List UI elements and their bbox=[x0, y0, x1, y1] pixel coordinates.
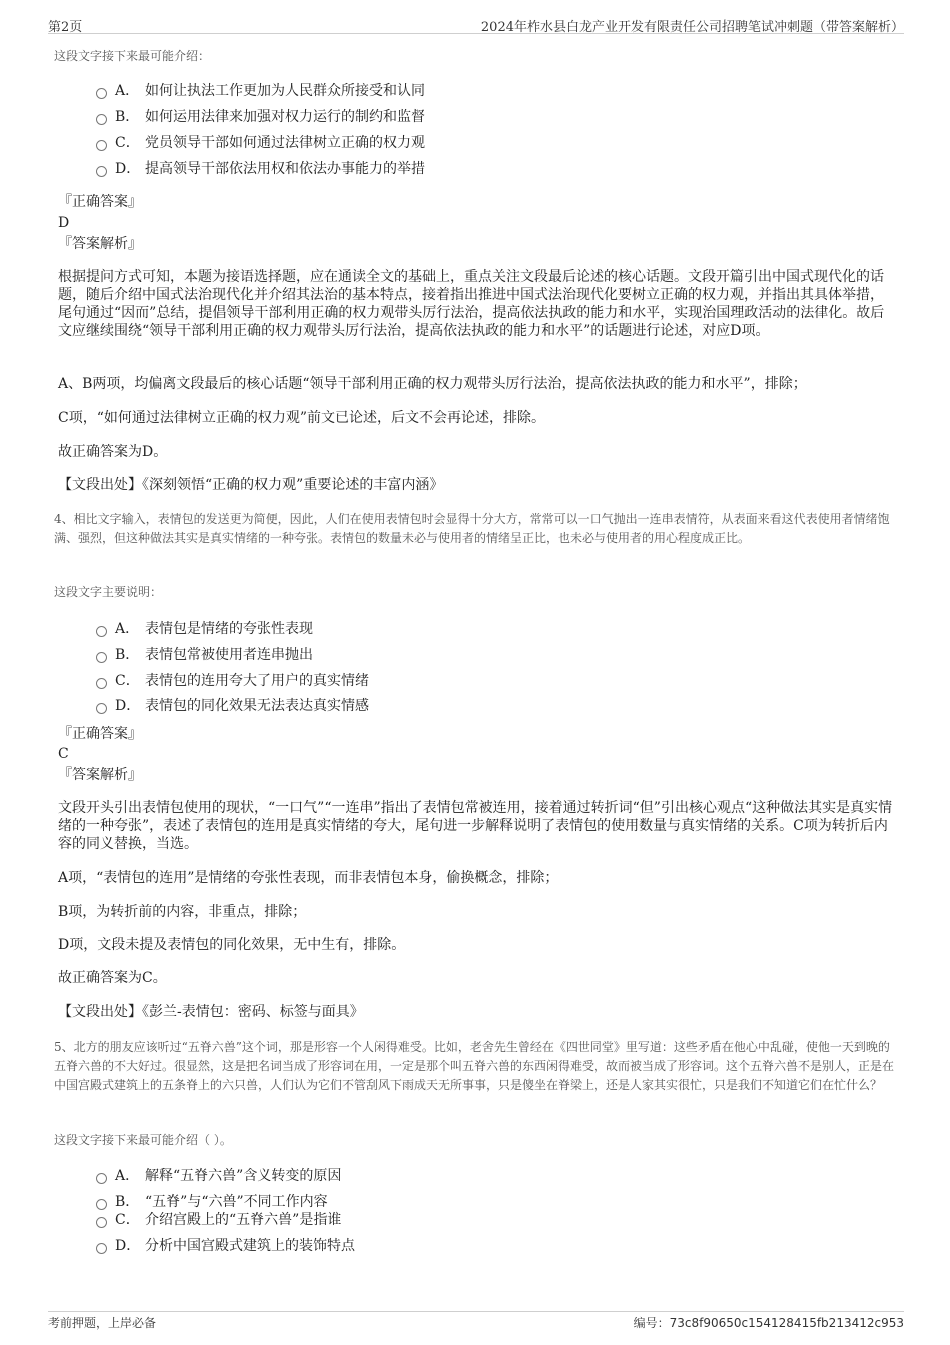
footer-slogan: 考前押题，上岸必备 bbox=[48, 1316, 157, 1330]
q4-option-c[interactable]: C． 表情包的连用夸大了用户的真实情绪 bbox=[96, 671, 369, 691]
document-code-value: 73c8f90650c154128415fb213412c953 bbox=[669, 1316, 904, 1330]
q4-analysis-paragraph-2: A项，“表情包的连用”是情绪的夸张性表现，而非表情包本身，偷换概念，排除； bbox=[58, 870, 559, 886]
page-number: 第2页 bbox=[48, 20, 83, 35]
radio-icon[interactable] bbox=[96, 1173, 107, 1184]
document-code bbox=[634, 1314, 904, 1331]
footer-divider bbox=[48, 1311, 904, 1312]
q3-analysis-paragraph-3: C项，“如何通过法律树立正确的权力观”前文已论述，后文不会再论述，排除。 bbox=[58, 410, 546, 426]
q3-source-label: 【文段出处】 bbox=[58, 477, 142, 493]
radio-icon[interactable] bbox=[96, 1243, 107, 1254]
q4-analysis-paragraph-5: 故正确答案为C。 bbox=[58, 970, 167, 986]
radio-icon[interactable] bbox=[96, 114, 107, 125]
q3-option-a[interactable]: A． 如何让执法工作更加为人民群众所接受和认同 bbox=[96, 81, 425, 101]
q3-option-c[interactable]: C． 党员领导干部如何通过法律树立正确的权力观 bbox=[96, 133, 425, 153]
q5-prompt: 这段文字接下来最可能介绍（ ）。 bbox=[54, 1133, 232, 1147]
radio-icon[interactable] bbox=[96, 166, 107, 177]
radio-icon[interactable] bbox=[96, 1217, 107, 1228]
q4-answer: C bbox=[58, 746, 69, 762]
q4-prompt: 这段文字主要说明： bbox=[54, 585, 163, 599]
q4-option-a[interactable]: A． 表情包是情绪的夸张性表现 bbox=[96, 619, 313, 639]
q3-source-title: 《深刻领悟“正确的权力观”重要论述的丰富内涵》 bbox=[142, 477, 444, 493]
q5-stem: 5、北方的朋友应该听过“五脊六兽”这个词，那是形容一个人闲得难受。比如，老舍先生曾经在《四世同堂》里写道：这些矛盾在他心中乱碰，使他一天到晚的五脊六兽的不大好过。很显然，这是把名词当成了形容词在用，一定是那个叫五脊六兽的东西闲得难受，故而被当成了形容词。这个五脊六兽不是别人，正是在中国宫殿式建筑上的五条脊上的六只兽，人们认为它们不管刮风下雨成天无所事事，只是傻坐在脊梁上，还是人家其实很忙，只是我们不知道它们在忙什么？ bbox=[54, 1040, 895, 1092]
q3-option-b[interactable]: B． 如何运用法律来加强对权力运行的制约和监督 bbox=[96, 107, 425, 127]
radio-icon[interactable] bbox=[96, 652, 107, 663]
header-divider bbox=[48, 33, 904, 34]
radio-icon[interactable] bbox=[96, 626, 107, 637]
q3-analysis-paragraph-1: 根据提问方式可知，本题为接语选择题，应在通读全文的基础上，重点关注文段最后论述的核心话题。文段开篇引出中国式现代化的话题，随后介绍中国式法治现代化并介绍其法治的基本特点，接着指出推进中国式法治现代化要树立正确的权力观，并指出其具体举措，尾句通过“因而”总结，提倡领导干部利用正确的权力观带头厉行法治，提高依法执政的能力和水平，实现治国理政活动的法律化。故后文应继续围绕“领导干部利用正确的权力观带头厉行法治，提高依法执政的能力和水平”的话题进行论述，对应D项。 bbox=[58, 269, 885, 339]
q5-option-b[interactable]: B． “五脊”与“六兽”不同工作内容 bbox=[96, 1192, 328, 1212]
radio-icon[interactable] bbox=[96, 703, 107, 714]
q5-option-c[interactable]: C． 介绍宫殿上的“五脊六兽”是指谁 bbox=[96, 1210, 341, 1230]
q4-analysis-paragraph-4: D项，文段未提及表情包的同化效果，无中生有，排除。 bbox=[58, 937, 406, 953]
document-title: 2024年柞水县白龙产业开发有限责任公司招聘笔试冲刺题（带答案解析） bbox=[480, 20, 904, 35]
q4-analysis-label: 『答案解析』 bbox=[58, 767, 142, 783]
radio-icon[interactable] bbox=[96, 140, 107, 151]
q4-analysis-paragraph-3: B项，为转折前的内容，非重点，排除； bbox=[58, 904, 307, 920]
q3-analysis-label: 『答案解析』 bbox=[58, 236, 142, 252]
q3-source bbox=[58, 476, 894, 494]
radio-icon[interactable] bbox=[96, 88, 107, 99]
radio-icon[interactable] bbox=[96, 678, 107, 689]
q4-option-b[interactable]: B． 表情包常被使用者连串抛出 bbox=[96, 645, 313, 665]
document-code-label: 编号： bbox=[633, 1316, 670, 1330]
q3-analysis-paragraph-2: A、B两项，均偏离文段最后的核心话题“领导干部利用正确的权力观带头厉行法治，提高依法执政的能力和水平”，排除； bbox=[58, 376, 807, 392]
q4-source-title: 《彭兰-表情包：密码、标签与面具》 bbox=[142, 1004, 364, 1020]
q3-answer: D bbox=[58, 215, 70, 231]
q3-answer-label: 『正确答案』 bbox=[58, 194, 142, 210]
page-header bbox=[0, 0, 950, 36]
q5-option-a[interactable]: A． 解释“五脊六兽”含义转变的原因 bbox=[96, 1166, 341, 1186]
q4-source bbox=[58, 1003, 894, 1021]
q3-analysis-paragraph-4: 故正确答案为D。 bbox=[58, 444, 168, 460]
q5-option-d[interactable]: D． 分析中国宫殿式建筑上的装饰特点 bbox=[96, 1236, 355, 1256]
q4-analysis-paragraph-1: 文段开头引出表情包使用的现状，“一口气”“一连串”指出了表情包常被连用，接着通过转折词“但”引出核心观点“这种做法其实是真实情绪的一种夸张”，表述了表情包的连用是真实情绪的夸大，尾句进一步解释说明了表情包的使用数量与真实情绪的关系。C项为转折后内容的同义替换，当选。 bbox=[58, 800, 893, 852]
q4-source-label: 【文段出处】 bbox=[58, 1004, 142, 1020]
radio-icon[interactable] bbox=[96, 1199, 107, 1210]
q4-stem: 4、相比文字输入，表情包的发送更为简便，因此，人们在使用表情包时会显得十分大方，常常可以一口气抛出一连串表情符，从表面来看这代表使用者情绪饱满、强烈，但这种做法其实是真实情绪的一种夸张。表情包的数量未必与使用者的情绪呈正比，也未必与使用者的用心程度成正比。 bbox=[54, 512, 890, 545]
q4-answer-label: 『正确答案』 bbox=[58, 726, 142, 742]
q3-prompt: 这段文字接下来最可能介绍： bbox=[54, 49, 211, 63]
q4-option-d[interactable]: D． 表情包的同化效果无法表达真实情感 bbox=[96, 696, 369, 716]
q3-option-d[interactable]: D． 提高领导干部依法用权和依法办事能力的举措 bbox=[96, 159, 425, 179]
